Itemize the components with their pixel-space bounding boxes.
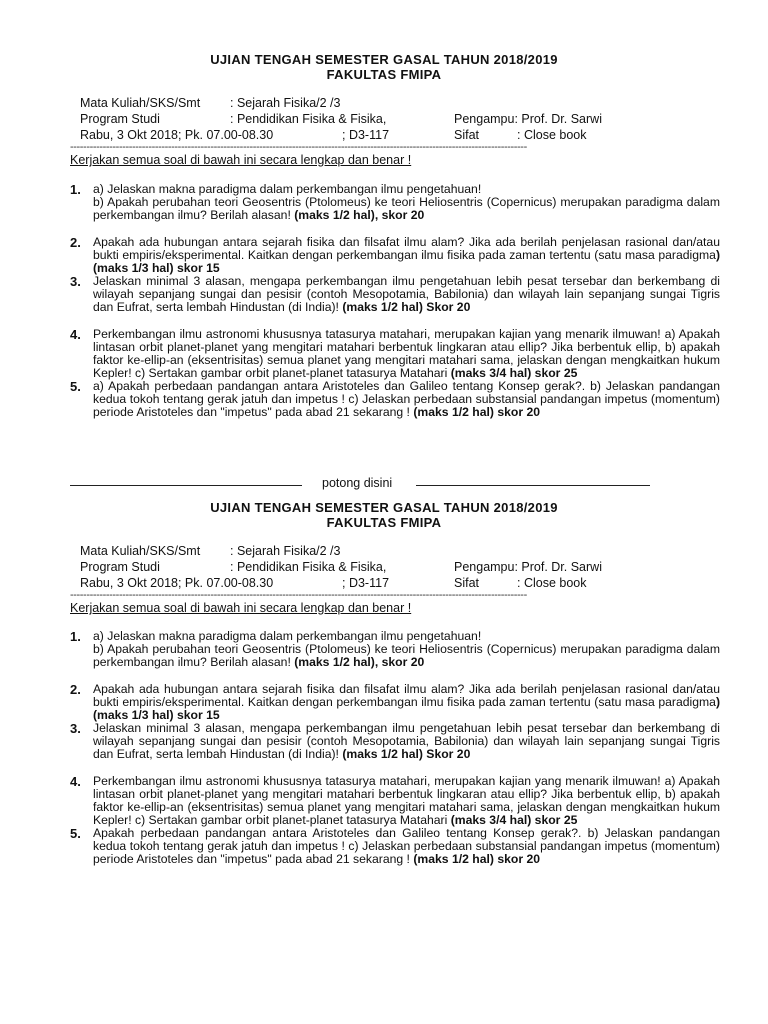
- question-3: [70, 722, 720, 761]
- exam-datetime: Rabu, 3 Okt 2018; Pk. 07.00-08.30: [80, 576, 274, 590]
- question-text: a) Apakah perbedaan pandangan antara Aristoteles dan Galileo tentang Konsep gerak?. b) Jelaskan pandangan kedua tokoh tentang gerak jatuh dan impetus ! c) Jelaskan perbedaan substansial pandangan impetus (momentum) periode Aristoteles dan "impetus" pada abad 21 sekarang !: [93, 379, 720, 419]
- question-5: [70, 827, 720, 866]
- program-label: Program Studi: [80, 560, 160, 574]
- question-number: 5.: [70, 826, 81, 841]
- question-score: ) (maks 1/3 hal) skor 15: [93, 695, 720, 722]
- question-text: Perkembangan ilmu astronomi khususnya tatasurya matahari, merupakan kajian yang menarik ilmuwan! a) Apakah lintasan orbit planet-planet yang mengitari matahari berbentuk lingkaran atau ellip? Jika berbentuk ellip, b) apakah faktor ke-ellip-an (eksentrisitas) semua planet yang mengitari matahari sama, jelaskan dengan mengkaitkan hukum Kepler! c) Sertakan gambar orbit planet-planet tatasurya Matahari: [93, 774, 720, 827]
- info-row-program: [80, 111, 768, 127]
- cut-line: [70, 476, 650, 492]
- question-4: [70, 775, 720, 827]
- course-label: Mata Kuliah/SKS/Smt: [80, 96, 201, 110]
- exam-title: UJIAN TENGAH SEMESTER GASAL TAHUN 2018/2019: [210, 500, 558, 515]
- question-5: [70, 380, 720, 419]
- lecturer: Pengampu: Prof. Dr. Sarwi: [454, 560, 602, 574]
- exam-instruction: Kerjakan semua soal di bawah ini secara lengkap dan benar !: [70, 153, 412, 167]
- question-score: (maks 1/2 hal) skor 20: [413, 852, 541, 866]
- exam-room: ; D3-117: [342, 128, 390, 142]
- dashed-separator: --------------------------------------------------------------------------------------------------------------------------------------------: [70, 591, 527, 600]
- question-number: 4.: [70, 327, 81, 342]
- question-score: (maks 1/2 hal) Skor 20: [342, 747, 471, 761]
- mode-label: Sifat: [454, 128, 480, 142]
- info-row-schedule: [80, 127, 768, 143]
- question-text: b) Apakah perubahan teori Geosentris (Ptolomeus) ke teori Heliosentris (Copernicus) merupakan paradigma dalam perkembangan ilmu? Berilah alasan!: [93, 195, 720, 222]
- question-number: 3.: [70, 721, 81, 736]
- exam-title: UJIAN TENGAH SEMESTER GASAL TAHUN 2018/2019: [210, 52, 558, 67]
- question-text: Apakah ada hubungan antara sejarah fisika dan filsafat ilmu alam? Jika ada berilah penjelasan rasional dan/atau bukti empiris/eksperimental. Kaitkan dengan perkembangan ilmu fisika pada zaman tertentu (satu masa paradigma: [93, 682, 720, 709]
- cut-line-right: [416, 485, 650, 486]
- faculty-title: FAKULTAS FMIPA: [326, 67, 442, 82]
- question-text: b) Apakah perubahan teori Geosentris (Ptolomeus) ke teori Heliosentris (Copernicus) merupakan paradigma dalam perkembangan ilmu? Berilah alasan!: [93, 642, 720, 669]
- course-value: : Sejarah Fisika/2 /3: [230, 96, 341, 110]
- question-number: 4.: [70, 774, 81, 789]
- info-row-schedule: [80, 575, 768, 591]
- program-value: : Pendidikan Fisika & Fisika,: [230, 560, 387, 574]
- exam-info-block: [80, 543, 768, 591]
- question-number: 1.: [70, 629, 81, 644]
- question-text: Apakah ada hubungan antara sejarah fisika dan filsafat ilmu alam? Jika ada berilah penjelasan rasional dan/atau bukti empiris/eksperimental. Kaitkan dengan perkembangan ilmu fisika pada zaman tertentu (satu masa paradigma: [93, 235, 720, 262]
- question-number: 2.: [70, 235, 81, 250]
- cut-line-left: [70, 485, 302, 486]
- question-text: Apakah perbedaan pandangan antara Aristoteles dan Galileo tentang Konsep gerak?. b) Jelaskan pandangan kedua tokoh tentang gerak jatuh dan impetus ! c) Jelaskan perbedaan substansial pandangan impetus (momentum) periode Aristoteles dan "impetus" pada abad 21 sekarang !: [93, 826, 720, 866]
- info-row-course: [80, 543, 768, 559]
- question-score: (maks 1/2 hal) Skor 20: [342, 300, 471, 314]
- mode-value: : Close book: [517, 576, 587, 590]
- question-4: [70, 328, 720, 380]
- question-number: 5.: [70, 379, 81, 394]
- lecturer: Pengampu: Prof. Dr. Sarwi: [454, 112, 602, 126]
- cut-label: potong disini: [322, 476, 393, 490]
- faculty-title: FAKULTAS FMIPA: [326, 515, 442, 530]
- dashed-separator: --------------------------------------------------------------------------------------------------------------------------------------------: [70, 143, 527, 152]
- exam-room: ; D3-117: [342, 576, 390, 590]
- exam-info-block: [80, 95, 768, 143]
- question-3: [70, 275, 720, 314]
- question-score: (maks 1/2 hal) skor 20: [413, 405, 541, 419]
- course-label: Mata Kuliah/SKS/Smt: [80, 544, 201, 558]
- question-text: Perkembangan ilmu astronomi khususnya tatasurya matahari, merupakan kajian yang menarik ilmuwan! a) Apakah lintasan orbit planet-planet yang mengitari matahari berbentuk lingkaran atau ellip? Jika berbentuk ellip, b) apakah faktor ke-ellip-an (eksentrisitas) semua planet yang mengitari matahari sama, jelaskan dengan mengkaitkan hukum Kepler! c) Sertakan gambar orbit planet-planet tatasurya Matahari: [93, 327, 720, 380]
- question-score: (maks 3/4 hal) skor 25: [450, 366, 578, 380]
- question-text: Jelaskan minimal 3 alasan, mengapa perkembangan ilmu pengetahuan lebih pesat tersebar dan berkembang di wilayah sepanjang sungai dan pesisir (contoh Mesopotamia, Babilonia) dan wilayah lain sepanjang sungai Tigris dan Eufrat, serta lembah Hindustan (di India)!: [93, 274, 720, 314]
- question-score: (maks 3/4 hal) skor 25: [450, 813, 578, 827]
- question-text: Jelaskan minimal 3 alasan, mengapa perkembangan ilmu pengetahuan lebih pesat tersebar dan berkembang di wilayah sepanjang sungai dan pesisir (contoh Mesopotamia, Babilonia) dan wilayah lain sepanjang sungai Tigris dan Eufrat, serta lembah Hindustan (di India)!: [93, 721, 720, 761]
- exam-sheet-top: [0, 52, 768, 419]
- question-number: 1.: [70, 182, 81, 197]
- mode-label: Sifat: [454, 576, 480, 590]
- question-number: 3.: [70, 274, 81, 289]
- question-2: [70, 236, 720, 275]
- question-score: ) (maks 1/3 hal) skor 15: [93, 248, 720, 275]
- exam-sheet-bottom: [0, 500, 768, 866]
- question-2: [70, 683, 720, 722]
- question-list: [0, 630, 768, 866]
- exam-instruction: Kerjakan semua soal di bawah ini secara lengkap dan benar !: [70, 601, 412, 615]
- question-1: 1. a) Jelaskan makna paradigma dalam perkembangan ilmu pengetahuan! b) Apakah perubahan teori Geosentris (Ptolomeus) ke teori Heliosentris (Copernicus) merupakan paradigma dalam perkembangan ilmu? Berilah alasan! (maks 1/2 hal), skor 20: [70, 182, 720, 222]
- question-number: 2.: [70, 682, 81, 697]
- info-row-course: [80, 95, 768, 111]
- question-list: [0, 183, 768, 419]
- program-label: Program Studi: [80, 112, 160, 126]
- program-value: : Pendidikan Fisika & Fisika,: [230, 112, 387, 126]
- question-score: (maks 1/2 hal), skor 20: [294, 655, 425, 669]
- exam-datetime: Rabu, 3 Okt 2018; Pk. 07.00-08.30: [80, 128, 274, 142]
- question-score: (maks 1/2 hal), skor 20: [294, 208, 425, 222]
- course-value: : Sejarah Fisika/2 /3: [230, 544, 341, 558]
- info-row-program: [80, 559, 768, 575]
- question-1: 1. a) Jelaskan makna paradigma dalam perkembangan ilmu pengetahuan! b) Apakah perubahan teori Geosentris (Ptolomeus) ke teori Heliosentris (Copernicus) merupakan paradigma dalam perkembangan ilmu? Berilah alasan! (maks 1/2 hal), skor 20: [70, 629, 720, 669]
- mode-value: : Close book: [517, 128, 587, 142]
